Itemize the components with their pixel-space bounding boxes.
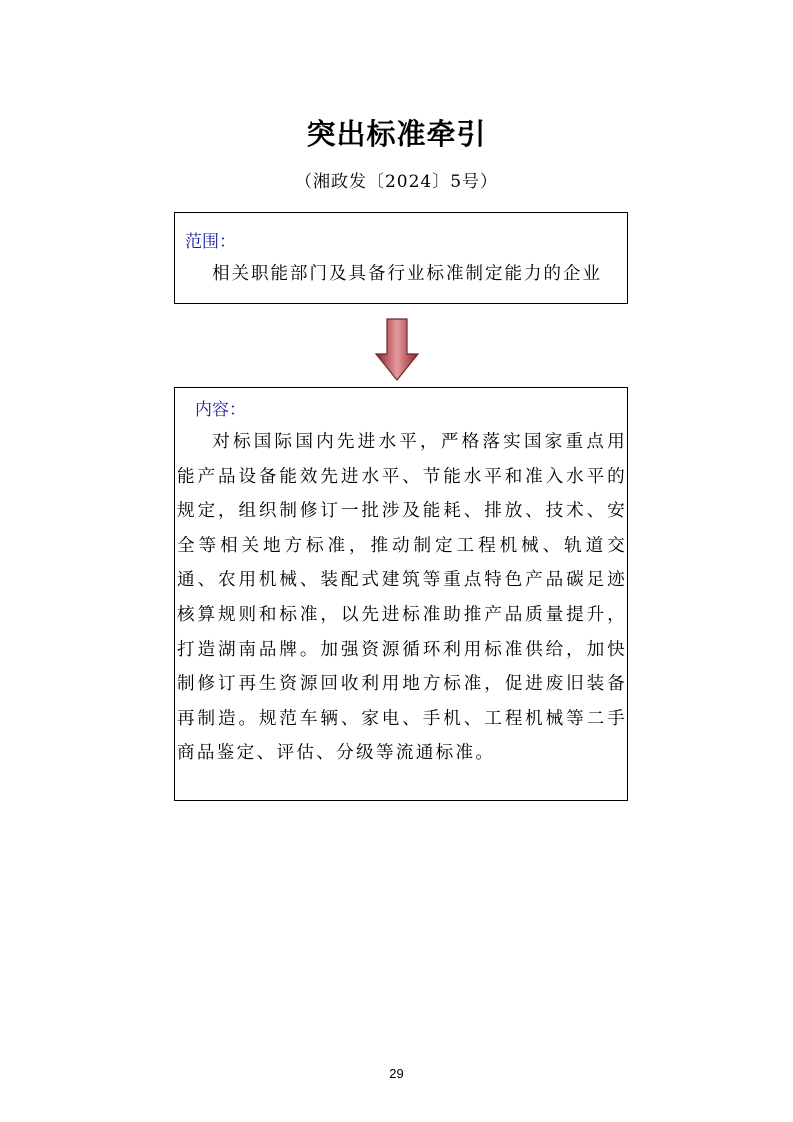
scope-box (174, 212, 628, 304)
content-text: 对标国际国内先进水平，严格落实国家重点用能产品设备能效先进水平、节能水平和准入水平的规定，组织制修订一批涉及能耗、排放、技术、安全等相关地方标准，推动制定工程机械、轨道交通、农用机械、装配式建筑等重点特色产品碳足迹核算规则和标准，以先进标准助推产品质量提升，打造湖南品牌。加强资源循环利用标准供给，加快制修订再生资源回收利用地方标准，促进废旧装备再制造。规范车辆、家电、手机、工程机械等二手商品鉴定、评估、分级等流通标准。 (177, 432, 627, 764)
document-title: 突出标准牵引 (306, 117, 487, 151)
page-number: 29 (389, 1066, 404, 1081)
content-box (174, 387, 628, 801)
content-label: 内容： (195, 400, 246, 420)
down-arrow-icon (374, 318, 420, 382)
scope-label: 范围： (185, 232, 236, 252)
document-subtitle: （湘政发〔2024〕5号） (294, 172, 499, 192)
scope-text: 相关职能部门及具备行业标准制定能力的企业 (212, 264, 602, 284)
